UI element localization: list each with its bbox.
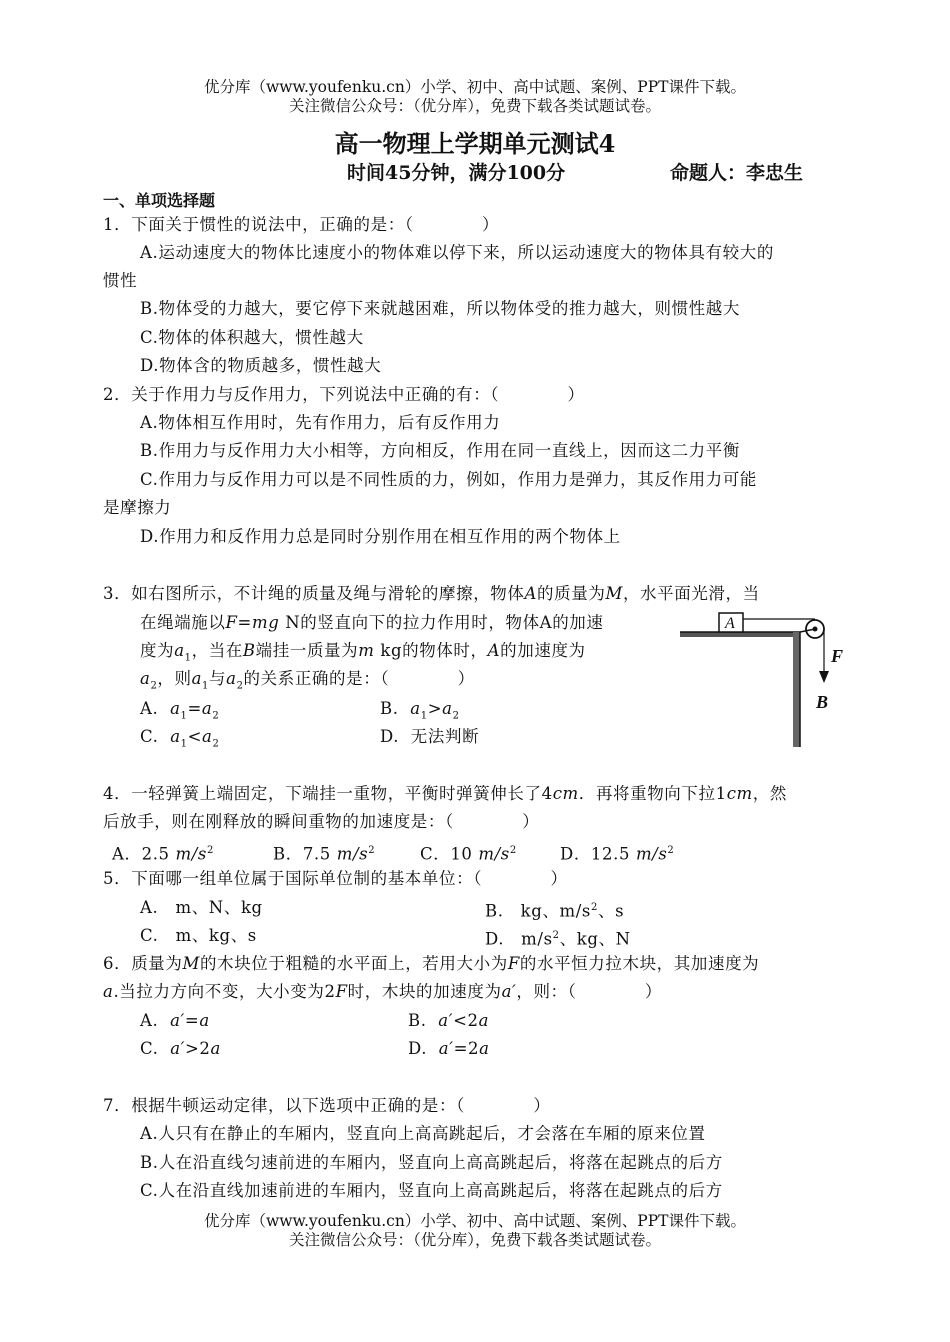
q1-option-a: A.运动速度大的物体比速度小的物体难以停下来，所以运动速度大的物体具有较大的: [140, 243, 774, 262]
q1-option-c: C.物体的体积越大，惯性越大: [140, 328, 364, 347]
force-arrow-head: [819, 671, 829, 683]
q5-option-b: B. kg、$m/s^2$、s: [485, 901, 625, 921]
subtitle-time: 时间45分钟，满分100分: [347, 162, 566, 184]
q4-option-d: D．12.5 $m/s^2$: [560, 844, 675, 864]
q2-stem: 2．关于作用力与反作用力，下列说法中正确的有：（ ）: [103, 385, 585, 404]
q3-line-1: 3．如右图所示，不计绳的质量及绳与滑轮的摩擦，物体A的质量为M，水平面光滑，当: [103, 584, 760, 603]
q5-option-c: C. m、kg、s: [140, 926, 257, 945]
q3-line-4: $a_2$，则$a_1$与$a_2$的关系正确的是：（ ）: [140, 669, 475, 692]
q6-option-c: C. a′>2a: [140, 1039, 221, 1058]
q3-option-a: A. $a_1=a_2$: [140, 699, 220, 722]
q6-line-2: a.当拉力方向不变，大小变为2F时，木块的加速度为a′，则：（ ）: [103, 982, 663, 1001]
table-side: [793, 632, 800, 747]
q4-option-c: C．10 $m/s^2$: [420, 844, 517, 864]
q4-line-2: 后放手，则在刚释放的瞬间重物的加速度是：（ ）: [103, 812, 540, 831]
q7-stem: 7．根据牛顿运动定律，以下选项中正确的是：（ ）: [103, 1096, 551, 1115]
q2-option-d: D.作用力和反作用力总是同时分别作用在相互作用的两个物体上: [140, 527, 621, 546]
q1-option-b: B.物体受的力越大，要它停下来就越困难，所以物体受的推力越大，则惯性越大: [140, 299, 740, 318]
q6-line-1: 6．质量为M的木块位于粗糙的水平面上，若用大小为F的水平恒力拉木块，其加速度为: [103, 954, 760, 973]
q4-option-a: A．2.5 $m/s^2$: [112, 844, 214, 864]
q3-option-d: D. 无法判断: [380, 727, 480, 746]
section-heading: 一、单项选择题: [103, 191, 216, 210]
q2-option-c-cont: 是摩擦力: [103, 498, 172, 517]
q2-option-c: C.作用力与反作用力可以是不同性质的力，例如，作用力是弹力，其反作用力可能: [140, 470, 757, 489]
header-line-1: 优分库（www.youfenku.cn）小学、初中、高中试题、案例、PPT课件下载。: [203, 78, 747, 96]
point-b-label: B: [816, 692, 829, 712]
subtitle-author: 命题人：李忠生: [670, 162, 804, 184]
q3-pulley-figure: [675, 605, 855, 750]
q1-stem: 1．下面关于惯性的说法中，正确的是：（ ）: [103, 215, 500, 234]
q5-option-a: A. m、N、kg: [140, 898, 263, 917]
q7-option-b: B.人在沿直线匀速前进的车厢内，竖直向上高高跳起后，将落在起跳点的后方: [140, 1153, 723, 1172]
q1-option-d: D.物体含的物质越多，惯性越大: [140, 356, 382, 375]
q6-option-a: A. a′=a: [140, 1011, 210, 1030]
q3-line-2: 在绳端施以F=mg N的竖直向下的拉力作用时，物体A的加速: [140, 613, 604, 632]
q3-line-3: 度为$a_1$，当在B端挂一质量为m kg的物体时，A的加速度为: [140, 641, 586, 664]
q7-option-a: A.人只有在静止的车厢内，竖直向上高高跳起后，才会落在车厢的原来位置: [140, 1124, 706, 1143]
q6-option-d: D. a′=2a: [408, 1039, 490, 1058]
q6-option-b: B. a′<2a: [408, 1011, 490, 1030]
footer-line-2: 关注微信公众号：（优分库），免费下载各类试题试卷。: [288, 1231, 661, 1249]
q5-option-d: D. $m/s^2$、kg、N: [485, 929, 631, 949]
q1-option-a-cont: 惯性: [103, 271, 138, 290]
header-line-2: 关注微信公众号：（优分库），免费下载各类试题试卷。: [288, 97, 661, 115]
q5-stem: 5．下面哪一组单位属于国际单位制的基本单位：（ ）: [103, 869, 568, 888]
q4-line-1: 4．一轻弹簧上端固定，下端挂一重物，平衡时弹簧伸长了4cm．再将重物向下拉1cm，然: [103, 784, 787, 803]
block-a-label: A: [725, 615, 735, 632]
q7-option-c: C.人在沿直线加速前进的车厢内，竖直向上高高跳起后，将落在起跳点的后方: [140, 1181, 723, 1200]
q3-option-b: B. $a_1>a_2$: [380, 699, 460, 722]
q2-option-a: A.物体相互作用时，先有作用力，后有反作用力: [140, 413, 501, 432]
q4-option-b: B．7.5 $m/s^2$: [273, 844, 376, 864]
q2-option-b: B.作用力与反作用力大小相等，方向相反，作用在同一直线上，因而这二力平衡: [140, 441, 740, 460]
force-f-label: F: [831, 646, 844, 666]
footer-line-1: 优分库（www.youfenku.cn）小学、初中、高中试题、案例、PPT课件下载。: [203, 1212, 747, 1230]
page-title: 高一物理上学期单元测试4: [334, 129, 616, 158]
q3-option-c: C. $a_1<a_2$: [140, 727, 220, 750]
